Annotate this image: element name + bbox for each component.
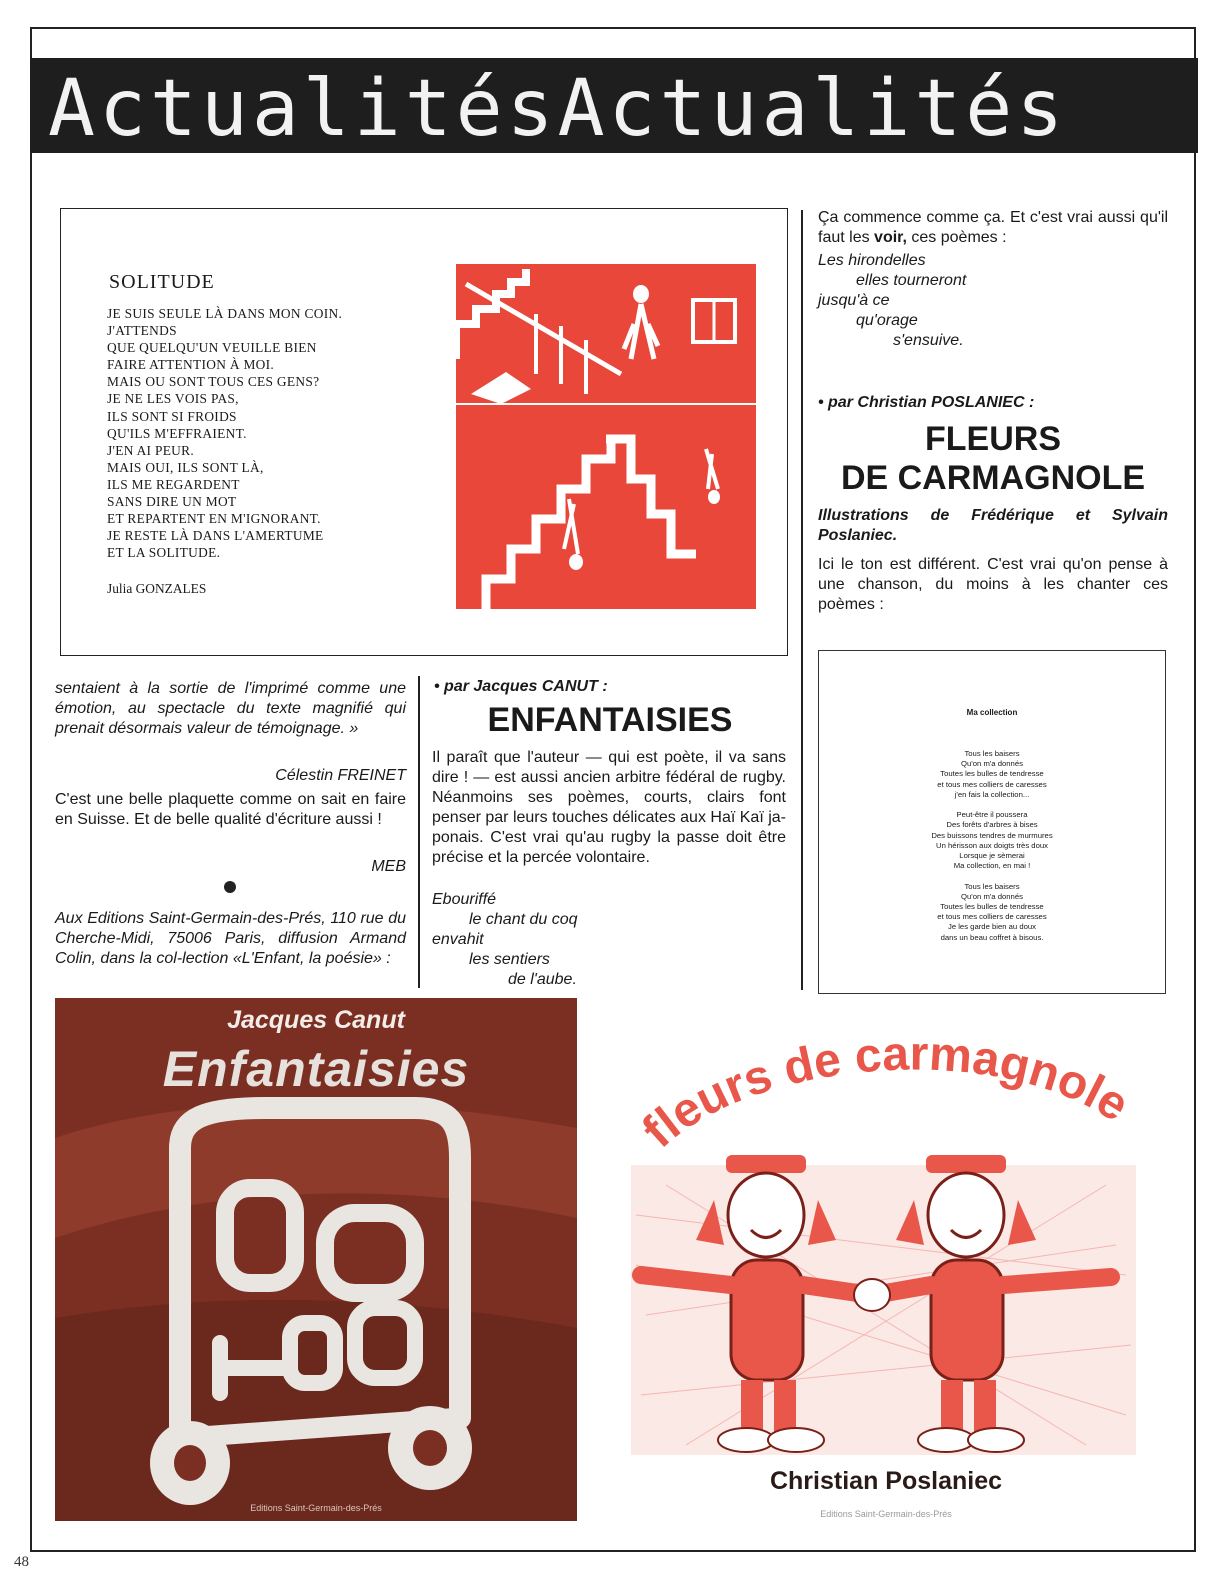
poem-line: ILS SONT SI FROIDS	[107, 408, 237, 424]
ma-collection-excerpt	[818, 650, 1166, 994]
enfantaisies-cover-author: Jacques Canut	[227, 1006, 405, 1034]
fleurs-cover-publisher: Editions Saint-Germain-des-Prés	[820, 1509, 952, 1519]
fleurs-title-line1: FLEURS	[925, 420, 1061, 458]
enfantaisies-paragraph: Il paraît que l'auteur — qui est poète, il va sans dire ! — est aussi ancien arbitre fédéral de rugby. Néanmoins ses poèmes, courts, clairs font penser par leurs touches délicates aux Haï Kaï ja-ponais. C'est vrai qu'au rugby la passe doit être précise et la percée volontaire.	[432, 749, 786, 866]
haiku-line: les sentiers	[469, 951, 550, 968]
excerpt-line	[819, 800, 1165, 810]
fleurs-cover-title: fleurs de carmagnole	[632, 1027, 1138, 1159]
enfantaisies-title: ENFANTAISIES	[487, 701, 733, 739]
haiku-line: envahit	[432, 931, 484, 948]
excerpt-line: Je les garde bien au doux	[947, 922, 1037, 932]
carmagnole-poem-line: Les hirondelles	[818, 252, 926, 269]
poem-line: JE RESTE LÀ DANS L'AMERTUME	[107, 528, 324, 544]
excerpt-line: Tous les baisers	[964, 881, 1020, 891]
review-paragraph: C'est une belle plaquette comme on sait en faire en Suisse. Et de belle qualité d'écriture aussi !	[55, 791, 406, 828]
excerpt-line: Ma collection, en mai !	[953, 861, 1031, 871]
poem-line: ET LA SOLITUDE.	[107, 545, 221, 561]
excerpt-line: et tous mes colliers de caresses	[937, 779, 1047, 789]
excerpt-line: et tous mes colliers de caresses	[937, 912, 1047, 922]
carmagnole-poem-line: s'ensuive.	[893, 332, 964, 349]
fleurs-paragraph: Ici le ton est différent. C'est vrai qu'on pense à une chanson, du moins à les chanter ces poèmes :	[818, 556, 1168, 613]
excerpt-line: Lorsque je sèmerai	[959, 851, 1025, 861]
poem-line: MAIS OU SONT TOUS CES GENS?	[107, 374, 320, 390]
stairs-illustration	[456, 264, 756, 609]
haiku-line: Ebouriffé	[432, 891, 497, 908]
carmagnole-poem-line: jusqu'à ce	[818, 292, 890, 309]
excerpt-lines	[819, 749, 1165, 943]
excerpt-line: Un hérisson aux doigts très doux	[936, 840, 1048, 850]
fleurs-cover-author: Christian Poslaniec	[769, 1467, 1003, 1495]
poem-line: JE SUIS SEULE LÀ DANS MON COIN.	[107, 306, 343, 321]
poem-line: QU'ILS M'EFFRAIENT.	[107, 425, 247, 441]
excerpt-line: Des buissons tendres de murmures	[931, 830, 1053, 840]
separator-dot	[224, 881, 236, 893]
dancing-figures-drawing	[606, 1015, 1166, 1495]
canut-byline: • par Jacques CANUT :	[434, 678, 608, 695]
intro-text-a: Ça commence comme ça. Et c'est vrai aussi qu'il faut les	[818, 209, 1168, 246]
publisher-info: Aux Editions Saint-Germain-des-Prés, 110 rue du Cherche-Midi, 75006 Paris, diffusion Armand Colin, dans la col-lection «L'Enfant, la poésie» :	[55, 910, 406, 967]
poem-line: J'EN AI PEUR.	[107, 442, 195, 458]
enfantaisies-cover-publisher: Editions Saint-Germain-des-Prés	[250, 1503, 382, 1513]
fleurs-cover	[606, 1015, 1166, 1525]
poslaniec-byline: • par Christian POSLANIEC :	[818, 394, 1035, 411]
excerpt-line: Qu'on m'a donnés	[961, 759, 1023, 769]
freinet-quote-author: Célestin FREINET	[275, 767, 406, 784]
excerpt-line: Toutes les bulles de tendresse	[940, 769, 1044, 779]
freinet-quote: sentaient à la sortie de l'imprimé comme une émotion, au spectacle du texte magnifié qui prenait désormais valeur de témoignage. »	[55, 680, 406, 737]
poem-author: Julia GONZALES	[107, 581, 207, 596]
poem-title: SOLITUDE	[109, 271, 215, 293]
fleurs-title-line2: DE CARMAGNOLE	[840, 459, 1146, 497]
poem-line: MAIS OUI, ILS SONT LÀ,	[107, 459, 264, 475]
banner-title: ActualitésActualités	[48, 64, 1068, 153]
poem-line: ILS ME REGARDENT	[107, 476, 240, 492]
intro-text-bold: voir,	[874, 229, 907, 246]
poem-line: ET REPARTENT EN M'IGNORANT.	[107, 511, 321, 527]
intro-text-b: ces poèmes :	[911, 229, 1007, 246]
poem-line: JE NE LES VOIS PAS,	[107, 391, 239, 407]
poem-line: J'ATTENDS	[107, 323, 177, 339]
page-number: 48	[14, 1554, 29, 1570]
excerpt-line	[819, 871, 1165, 881]
excerpt-line: j'en fais la collection...	[954, 789, 1030, 799]
excerpt-line: Qu'on m'a donnés	[961, 891, 1023, 901]
excerpt-title: Ma collection	[966, 708, 1018, 717]
poem-line: FAIRE ATTENTION À MOI.	[107, 357, 275, 373]
enfantaisies-cover-title: Enfantaisies	[162, 1041, 470, 1097]
carmagnole-poem-line: elles tourneront	[856, 272, 967, 289]
carmagnole-poem-line: qu'orage	[856, 312, 918, 329]
enfantaisies-cover	[55, 998, 577, 1521]
poem-line: SANS DIRE UN MOT	[107, 494, 237, 510]
excerpt-line: Peut-être il poussera	[956, 810, 1028, 820]
section-banner	[30, 58, 1198, 153]
excerpt-line: Tous les baisers	[964, 749, 1020, 758]
column-rule-right	[801, 210, 803, 990]
haiku-line: de l'aube.	[508, 971, 577, 988]
review-signature: MEB	[371, 858, 406, 875]
excerpt-line: Toutes les bulles de tendresse	[940, 902, 1044, 912]
excerpt-line: dans un beau coffret à bisous.	[940, 932, 1044, 942]
solitude-poem-box	[60, 208, 788, 656]
carmagnole-intro	[818, 208, 1168, 248]
poem-lines	[107, 305, 342, 561]
illustrations-credit: Illustrations de Frédérique et Sylvain Poslaniec.	[818, 507, 1168, 544]
column-rule-left	[418, 676, 420, 988]
poem-line: QUE QUELQU'UN VEUILLE BIEN	[107, 340, 317, 356]
haiku-line: le chant du coq	[469, 911, 578, 928]
excerpt-line: Des forêts d'arbres à bises	[946, 820, 1038, 830]
